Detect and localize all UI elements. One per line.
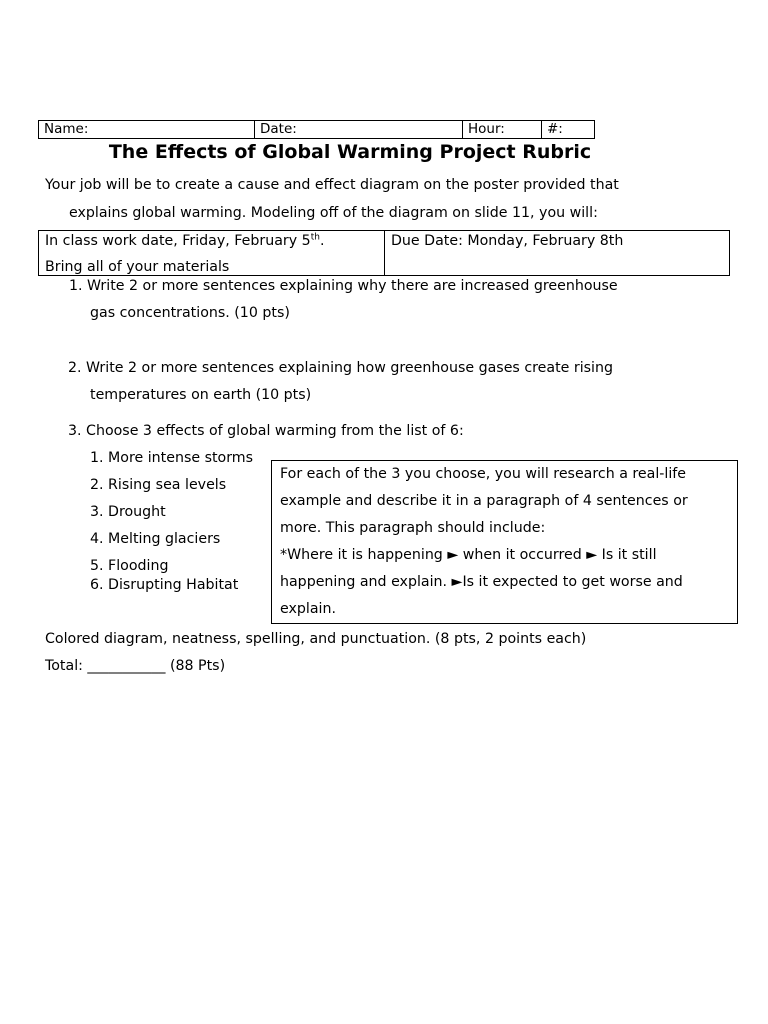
due-date: Due Date: Monday, February 8th (391, 233, 624, 249)
item-2-line-1: 2. Write 2 or more sentences explaining how greenhouse gases create rising (68, 360, 613, 376)
hour-label: Hour: (468, 121, 505, 137)
item-1-line-1: 1. Write 2 or more sentences explaining why there are increased greenhouse (69, 278, 618, 294)
intro-line-2: explains global warming. Modeling off of the diagram on slide 11, you will: (69, 205, 598, 221)
in-class-cell (39, 231, 385, 275)
colored-diagram-criteria: Colored diagram, neatness, spelling, and punctuation. (8 pts, 2 points each) (45, 631, 587, 647)
intro-line-1: Your job will be to create a cause and effect diagram on the poster provided that (45, 177, 619, 193)
effect-item: 3. Drought (90, 504, 166, 520)
effect-item: 2. Rising sea levels (90, 477, 227, 493)
effect-item: 5. Flooding (90, 558, 169, 574)
in-class-date: In class work date, Friday, February 5th. (45, 232, 325, 249)
bring-materials: Bring all of your materials (45, 259, 230, 275)
number-label: #: (547, 121, 563, 137)
item-1-line-2: gas concentrations. (10 pts) (90, 305, 290, 321)
effect-item: 6. Disrupting Habitat (90, 577, 239, 593)
effect-item: 1. More intense storms (90, 450, 254, 466)
name-label: Name: (44, 121, 89, 137)
date-field[interactable] (255, 121, 463, 138)
due-date-cell (385, 231, 729, 275)
callout-line: explain. (280, 601, 336, 617)
date-label: Date: (260, 121, 297, 137)
dates-table (38, 230, 730, 276)
hour-field[interactable] (463, 121, 542, 138)
number-field[interactable] (542, 121, 594, 138)
header-table (38, 120, 595, 139)
name-field[interactable] (39, 121, 255, 138)
effect-item: 4. Melting glaciers (90, 531, 221, 547)
callout-line: For each of the 3 you choose, you will research a real-life (280, 466, 687, 482)
item-2-line-2: temperatures on earth (10 pts) (90, 387, 312, 403)
item-3-line-1: 3. Choose 3 effects of global warming from the list of 6: (68, 423, 464, 439)
research-instructions-box (271, 460, 738, 624)
callout-line: *Where it is happening ► when it occurred ► Is it still (280, 547, 657, 563)
page-title: The Effects of Global Warming Project Rubric (108, 141, 592, 163)
ordinal-suffix: th (310, 232, 320, 243)
callout-line: example and describe it in a paragraph of 4 sentences or (280, 493, 688, 509)
total-score: Total: ___________ (88 Pts) (45, 658, 226, 674)
callout-line: happening and explain. ►Is it expected to get worse and (280, 574, 683, 590)
callout-line: more. This paragraph should include: (280, 520, 546, 536)
